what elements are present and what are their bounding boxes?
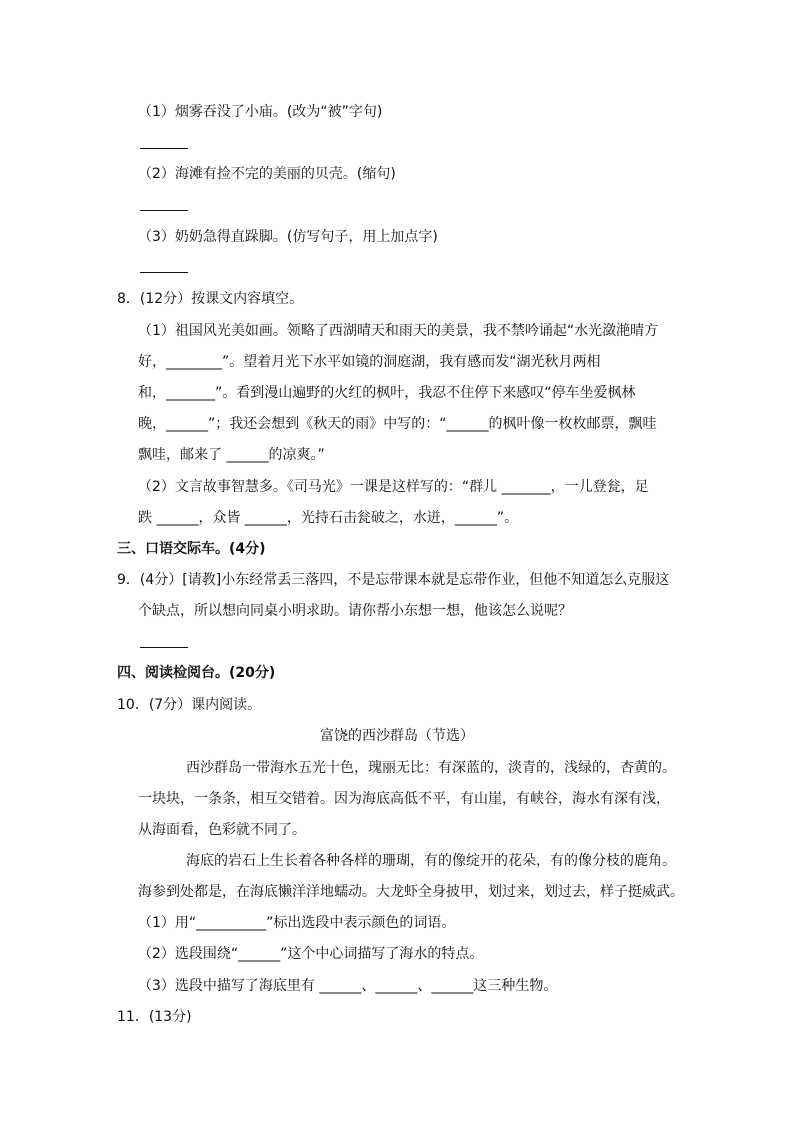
q11-heading: 11．(13分) bbox=[117, 1009, 192, 1025]
answer-blank[interactable] bbox=[140, 148, 188, 149]
q10-sub-1: （1）用“__________”标出选段中表示颜色的词语。 bbox=[138, 915, 456, 931]
q9-line: 个缺点，所以想向同桌小明求助。请你帮小东想一想，他该怎么说呢？ bbox=[138, 603, 572, 619]
q8-p1-line: 晚，______”；我还会想到《秋天的雨》中写的：“______的枫叶像一枚枚邮票，飘哇 bbox=[138, 416, 657, 432]
answer-blank[interactable] bbox=[140, 210, 188, 211]
q10-heading: 10．(7分）课内阅读。 bbox=[117, 697, 262, 713]
answer-blank[interactable] bbox=[140, 272, 188, 273]
passage-line: 海底的岩石上生长着各种各样的珊瑚，有的像绽开的花朵，有的像分枝的鹿角。 bbox=[186, 853, 676, 869]
q7-item-1: （1）烟雾吞没了小庙。(改为“被”字句) bbox=[138, 104, 383, 120]
q8-p1-line: 和，_______”。看到漫山遍野的火红的枫叶，我忍不住停下来感叹“停车坐爱枫林 bbox=[138, 385, 636, 401]
q10-sub-3: （3）选段中描写了海底里有 ______、______、______这三种生物。 bbox=[138, 978, 558, 994]
passage-line: 西沙群岛一带海水五光十色，瑰丽无比：有深蓝的，淡青的，浅绿的，杏黄的。 bbox=[186, 760, 676, 776]
q8-p2-line: 跌 ______，众皆 ______，光持石击瓮破之，水迸，______”。 bbox=[138, 510, 519, 526]
q8-p1-line: 飘哇，邮来了 ______的凉爽。” bbox=[138, 447, 325, 463]
answer-blank[interactable] bbox=[140, 647, 188, 648]
passage-line: 海参到处都是，在海底懒洋洋地蠕动。大龙虾全身披甲，划过来，划过去，样子挺威武。 bbox=[138, 884, 684, 900]
q8-p1-line: 好，________”。望着月光下水平如镜的洞庭湖，我有感而发“湖光秋月两相 bbox=[138, 354, 601, 370]
passage-line: 从海面看，色彩就不同了。 bbox=[138, 822, 306, 838]
passage-title: 富饶的西沙群岛（节选） bbox=[320, 728, 474, 744]
q8-p1-line: （1）祖国风光美如画。领略了西湖晴天和雨天的美景，我不禁吟诵起“水光潋滟晴方 bbox=[138, 323, 659, 339]
section-3-heading: 三、口语交际车。(4分) bbox=[117, 541, 266, 557]
q8-p2-line: （2）文言故事智慧多。《司马光》一课是这样写的：“群儿 _______，一儿登瓮，足 bbox=[138, 479, 649, 495]
passage-line: 一块块，一条条，相互交错着。因为海底高低不平，有山崖，有峡谷，海水有深有浅， bbox=[138, 791, 670, 807]
q7-item-3: （3）奶奶急得直跺脚。(仿写句子，用上加点字) bbox=[138, 229, 438, 245]
q9-line: 9．(4分）[请教]小东经常丢三落四，不是忘带课本就是忘带作业，但他不知道怎么克服这 bbox=[117, 572, 670, 588]
q10-sub-2: （2）选段围绕“______”这个中心词描写了海水的特点。 bbox=[138, 946, 484, 962]
section-4-heading: 四、阅读检阅台。(20分) bbox=[117, 665, 276, 681]
q8-heading: 8．(12分）按课文内容填空。 bbox=[117, 291, 304, 307]
q7-item-2: （2）海滩有捡不完的美丽的贝壳。(缩句) bbox=[138, 166, 396, 182]
